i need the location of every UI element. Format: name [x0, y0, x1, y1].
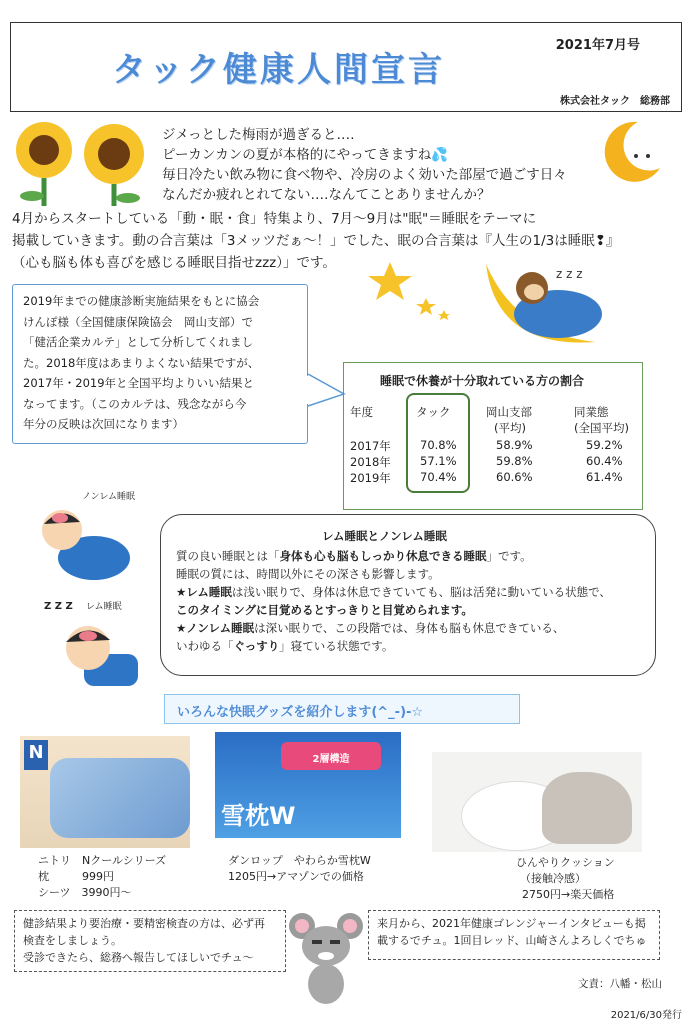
- cushion-sub: （接触冷感）: [520, 872, 586, 885]
- rem-line: このタイミングに目覚めるとすっきりと目覚められます。: [176, 603, 473, 617]
- table-cell-okayama: 58.9%: [496, 438, 533, 452]
- page-title: タック健康人間宣言: [112, 50, 445, 90]
- table-title: 睡眠で休養が十分取れている方の割合: [380, 374, 585, 388]
- svg-text:z z z: z z z: [556, 267, 583, 281]
- callout-line: なってます。（このカルテは、残念ながら今: [23, 396, 247, 411]
- table-cell-tak: 70.8%: [420, 438, 457, 452]
- table-cell-tak: 70.4%: [420, 470, 457, 484]
- note-line: 受診できたら、総務へ報告してほしいでチュ～: [23, 951, 254, 964]
- intro-line: （心も脳も体も喜びを感じる睡眠目指せzzz）」です。: [12, 255, 336, 271]
- sleeping-monkey-icon: [476, 254, 616, 354]
- intro-line: ジメっとした梅雨が過ぎると‥‥: [162, 127, 355, 143]
- table-cell-okayama: 59.8%: [496, 454, 533, 468]
- table-cell-year: 2018年: [350, 455, 391, 469]
- note-line: 検査をしましょう。: [23, 934, 122, 947]
- table-header: タック: [416, 405, 451, 419]
- rem-line: 質の良い睡眠とは「身体も心も脳もしっかり休息できる睡眠」です。: [176, 549, 532, 563]
- nitori-sheets-price: シーツ 3990円～: [38, 886, 132, 899]
- table-cell-tak: 57.1%: [420, 454, 457, 468]
- sunflower-icon: [10, 118, 160, 208]
- pillow-shape: [50, 758, 190, 838]
- intro-line: 掲載していきます。動の合言葉は「3メッツだぁ～！」でした、眠の合言葉は『人生の1/3は睡眠❢』: [12, 233, 620, 249]
- recheck-note: [14, 910, 286, 972]
- rem-sleeper-icon: [44, 612, 140, 688]
- table-subheader: (平均): [494, 421, 526, 435]
- yukimakura-brand: 雪枕W: [221, 802, 296, 830]
- callout-line: 2019年までの健康診断実施結果をもとに協会: [23, 294, 260, 308]
- star-icon: [368, 258, 458, 328]
- note-line: 載するでチュ。1回目レッド、山崎さんよろしくでちゅ: [377, 934, 647, 947]
- table-header: 年度: [350, 405, 373, 419]
- table-cell-industry: 59.2%: [586, 438, 623, 452]
- issue-label: 2021年7月号: [555, 38, 640, 53]
- rem-title: レム睡眠とノンレム睡眠: [322, 529, 447, 543]
- callout-tail: [300, 372, 346, 412]
- rem-line: ★ノンレム睡眠は深い眠りで、この段階では、身体も脳も休息できている、: [176, 621, 565, 635]
- callout-line: 2017年・2019年と全国平均よりいい結果と: [23, 376, 255, 390]
- mouse-mascot-icon: [288, 906, 364, 1006]
- intro-line: なんだか疲れとれてない‥‥なんてことありませんか？: [162, 187, 491, 203]
- nonrem-sleeper-icon: [18, 500, 134, 584]
- rem-line: いわゆる「ぐっすり」寝ている状態です。: [176, 639, 394, 653]
- table-subheader: (全国平均): [574, 421, 629, 435]
- rem-line: ★レム睡眠は浅い眠りで、身体は休息できていても、脳は活発に動いている状態で、: [176, 585, 611, 599]
- intro-line: 4月からスタートしている「動・眠・食」特集より、7月～9月は"眠"＝睡眠をテーマに: [12, 211, 537, 227]
- goods-banner: いろんな快眠グッズを紹介します(^_-)-☆: [164, 694, 520, 724]
- nonrem-label: ノンレム睡眠: [82, 492, 136, 502]
- rem-line: 睡眠の質には、時間以外にその深さも影響します。: [176, 567, 440, 581]
- note-line: 健診結果より要治療・要精密検査の方は、必ず再: [23, 917, 265, 930]
- nitori-pillow-price: 枕 999円: [38, 870, 114, 883]
- issue-date: 2021/6/30発行: [610, 1010, 682, 1021]
- rem-label: レム睡眠: [86, 602, 122, 612]
- nitori-name: ニトリ Nクールシリーズ: [38, 854, 167, 867]
- table-cell-industry: 61.4%: [586, 470, 623, 484]
- table-cell-year: 2017年: [350, 439, 391, 453]
- cushion-price: 2750円→楽天価格: [522, 888, 615, 901]
- girl-shape: [542, 772, 632, 844]
- callout-line: けんぽ様（全国健康保険協会 岡山支部）で: [23, 314, 253, 329]
- callout-line: 年分の反映は次回になります）: [23, 417, 184, 431]
- table-cell-year: 2019年: [350, 471, 391, 485]
- moon-icon: [598, 116, 664, 186]
- dunlop-name: ダンロップ やわらか雪枕W: [228, 854, 371, 867]
- company-label: 株式会社タック 総務部: [560, 96, 670, 107]
- karte-callout: [12, 284, 308, 444]
- intro-line: ピーカンカンの夏が本格的にやってきますね💦: [162, 147, 448, 163]
- cushion-name: ひんやりクッション: [516, 856, 615, 869]
- intro-line: 毎日冷たい飲み物に食べ物や、冷房のよく効いた部屋で過ごす日々: [162, 167, 567, 183]
- table-cell-okayama: 60.6%: [496, 470, 533, 484]
- table-header: 同業態: [574, 405, 609, 419]
- note-line: 来月から、2021年健康ゴレンジャーインタビューも掲: [377, 917, 646, 930]
- two-layer-badge: 2層構造: [281, 742, 381, 770]
- interview-note: [368, 910, 660, 960]
- writers-credit: 文責：八幡・松山: [578, 978, 662, 990]
- table-cell-industry: 60.4%: [586, 454, 623, 468]
- dunlop-yukimakura-image: [215, 732, 401, 838]
- dunlop-price: 1205円→アマゾンでの価格: [228, 870, 364, 883]
- zzz-text: Z Z Z: [44, 601, 73, 612]
- table-header: 岡山支部: [486, 405, 532, 419]
- cool-cushion-image: [432, 752, 642, 852]
- ncool-logo: N: [24, 740, 48, 770]
- callout-line: た。2018年度はあまりよくない結果ですが、: [23, 355, 260, 370]
- callout-line: 「健活企業カルテ」として分析してくれまし: [23, 335, 253, 349]
- nitori-pillow-image: [20, 736, 190, 848]
